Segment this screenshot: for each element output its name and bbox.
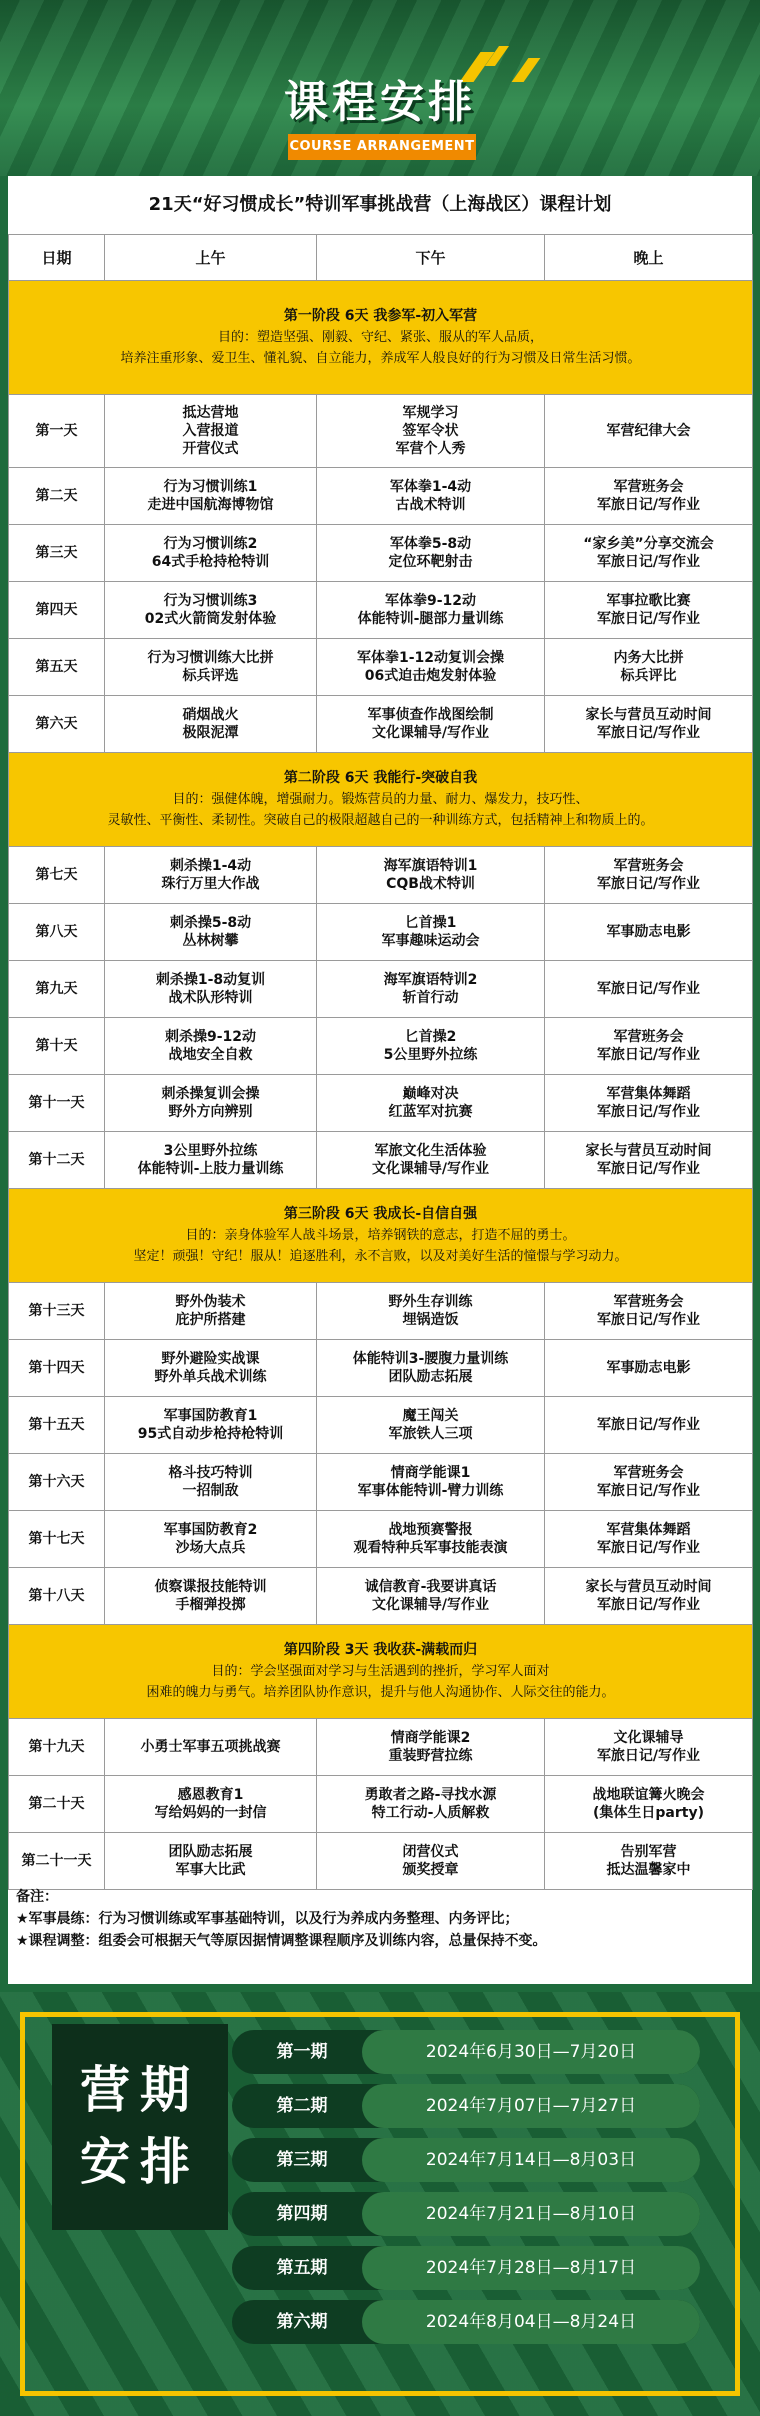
activity-text: 一招制敌 (182, 1483, 239, 1499)
stage-description: 培养注重形象、爱卫生、懂礼貌、自立能力，养成军人般良好的行为习惯及日常生活习惯。 (120, 351, 641, 366)
activity-text: 刺杀操复训会操 (161, 1086, 260, 1102)
stage-title: 第二阶段 6天 我能行-突破自我 (283, 770, 478, 786)
day-cell: 第十八天 (9, 1568, 105, 1625)
note-line: ★军事晨练：行为习惯训练或军事基础特训，以及行为养成内务整理、内务评比； (16, 1911, 519, 1927)
activity-text: 珠行万里大作战 (161, 876, 260, 892)
afternoon-cell (317, 1018, 545, 1075)
activity-text: 签军令状 (402, 423, 459, 439)
activity-text: 军规学习 (402, 405, 459, 421)
table-row (9, 582, 753, 639)
activity-text: 走进中国航海博物馆 (147, 497, 274, 513)
activity-text: 抵达营地 (182, 405, 239, 421)
period-row (232, 2084, 700, 2128)
evening-cell (545, 1776, 753, 1833)
period-dates: 2024年8月04日—8月24日 (362, 2300, 700, 2344)
evening-cell (545, 1340, 753, 1397)
afternoon-cell (317, 1397, 545, 1454)
morning-cell (105, 1397, 317, 1454)
activity-text: 军营班务会 (613, 1294, 684, 1310)
table-header-row (9, 235, 753, 281)
evening-cell (545, 1132, 753, 1189)
morning-cell (105, 961, 317, 1018)
day-cell: 第十二天 (9, 1132, 105, 1189)
activity-text: 丛林树攀 (182, 933, 239, 949)
activity-text: 军营班务会 (613, 479, 684, 495)
evening-cell (545, 525, 753, 582)
afternoon-cell (317, 1833, 545, 1890)
afternoon-cell (317, 1511, 545, 1568)
activity-text: 军事趣味运动会 (381, 933, 480, 949)
afternoon-cell (317, 395, 545, 468)
day-cell: 第十七天 (9, 1511, 105, 1568)
stage-description: 灵敏性、平衡性、柔韧性。突破自己的极限超越自己的一种训练方式，包括精神上和物质上的。 (107, 813, 654, 828)
notes-label: 备注： (16, 1889, 58, 1905)
activity-text: 小勇士军事五项挑战赛 (140, 1739, 281, 1755)
period-name: 第六期 (276, 2312, 328, 2332)
activity-text: 刺杀操5-8动 (169, 915, 252, 931)
activity-text: 行为习惯训练大比拼 (147, 650, 274, 666)
morning-cell (105, 395, 317, 468)
period-dates: 2024年7月14日—8月03日 (362, 2138, 700, 2182)
activity-text: 军营集体舞蹈 (606, 1086, 691, 1102)
activity-text: CQB战术特训 (386, 876, 475, 892)
evening-cell (545, 1454, 753, 1511)
activity-text: 刺杀操1-4动 (169, 858, 252, 874)
activity-text: 军事励志电影 (606, 924, 691, 940)
activity-text: 海军旗语特训2 (383, 972, 478, 988)
activity-text: 红蓝军对抗赛 (388, 1104, 473, 1120)
morning-cell (105, 1719, 317, 1776)
activity-text: 军事侦查作战图绘制 (367, 707, 494, 723)
day-cell: 第八天 (9, 904, 105, 961)
activity-text: 5公里野外拉练 (383, 1047, 478, 1063)
activity-text: 刺杀操9-12动 (164, 1029, 257, 1045)
day-cell: 第三天 (9, 525, 105, 582)
stage-header (9, 1189, 753, 1283)
header-banner (0, 0, 760, 176)
camp-title (52, 2024, 228, 2230)
activity-text: 入营报道 (182, 423, 239, 439)
activity-text: 军旅日记/写作业 (596, 1597, 701, 1613)
activity-text: 军营个人秀 (395, 441, 466, 457)
activity-text: 战地预赛警报 (388, 1522, 473, 1538)
activity-text: 文化课辅导/写作业 (371, 1597, 490, 1613)
activity-text: 刺杀操1-8动复训 (155, 972, 266, 988)
activity-text: 军旅日记/写作业 (596, 876, 701, 892)
table-row (9, 468, 753, 525)
column-header-evening: 晚上 (545, 235, 753, 281)
period-row (232, 2300, 700, 2344)
day-cell: 第九天 (9, 961, 105, 1018)
evening-cell (545, 468, 753, 525)
day-cell: 第十一天 (9, 1075, 105, 1132)
activity-text: 野外生存训练 (388, 1294, 473, 1310)
activity-text: 硝烟战火 (182, 707, 239, 723)
afternoon-cell (317, 904, 545, 961)
activity-text: 体能特训-腿部力量训练 (357, 611, 504, 627)
afternoon-cell (317, 1719, 545, 1776)
evening-cell (545, 696, 753, 753)
period-dates: 2024年7月07日—7月27日 (362, 2084, 700, 2128)
activity-text: 家长与营员互动时间 (585, 1579, 712, 1595)
period-name: 第五期 (276, 2258, 328, 2278)
page-title: 课程安排 (284, 77, 476, 128)
activity-text: 文化课辅导 (613, 1730, 684, 1746)
activity-text: 02式火箭筒发射体验 (144, 611, 277, 627)
afternoon-cell (317, 525, 545, 582)
stage-title: 第一阶段 6天 我参军-初入军营 (283, 308, 478, 324)
activity-text: 06式迫击炮发射体验 (364, 668, 497, 684)
evening-cell (545, 582, 753, 639)
stage-description: 困难的魄力与勇气。培养团队协作意识，提升与他人沟通协作、人际交往的能力。 (146, 1685, 615, 1700)
activity-text: 沙场大点兵 (175, 1540, 246, 1556)
activity-text: 军旅日记/写作业 (596, 725, 701, 741)
day-cell: 第十九天 (9, 1719, 105, 1776)
activity-text: 匕首操1 (404, 915, 457, 931)
evening-cell (545, 1397, 753, 1454)
table-row (9, 961, 753, 1018)
evening-cell (545, 1719, 753, 1776)
activity-text: 军事体能特训-臂力训练 (357, 1483, 504, 1499)
day-cell: 第十天 (9, 1018, 105, 1075)
day-cell: 第十四天 (9, 1340, 105, 1397)
activity-text: 战地安全自救 (168, 1047, 253, 1063)
activity-text: 军旅日记/写作业 (596, 1540, 701, 1556)
activity-text: 匕首操2 (404, 1029, 457, 1045)
afternoon-cell (317, 1283, 545, 1340)
stage-description: 目的：强健体魄，增强耐力。锻炼营员的力量、耐力、爆发力，技巧性、 (172, 792, 589, 807)
evening-cell (545, 847, 753, 904)
activity-text: 军营班务会 (613, 1029, 684, 1045)
stage-header-row (9, 281, 753, 395)
morning-cell (105, 1340, 317, 1397)
afternoon-cell (317, 639, 545, 696)
activity-text: 军旅日记/写作业 (596, 1417, 701, 1433)
column-header-morning: 上午 (105, 235, 317, 281)
activity-text: 重装野营拉练 (388, 1748, 473, 1764)
plan-title: 21天“好习惯成长”特训军事挑战营（上海战区）课程计划 (148, 194, 612, 215)
period-row (232, 2030, 700, 2074)
activity-text: 行为习惯训练1 (163, 479, 258, 495)
table-row (9, 1454, 753, 1511)
afternoon-cell (317, 961, 545, 1018)
activity-text: 海军旗语特训1 (383, 858, 478, 874)
afternoon-cell (317, 696, 545, 753)
activity-text: 行为习惯训练3 (163, 593, 258, 609)
activity-text: 军旅日记/写作业 (596, 1047, 701, 1063)
morning-cell (105, 525, 317, 582)
activity-text: 野外单兵战术训练 (154, 1369, 267, 1385)
day-cell: 第一天 (9, 395, 105, 468)
day-cell: 第四天 (9, 582, 105, 639)
activity-text: 手榴弹投掷 (175, 1597, 246, 1613)
table-row (9, 1132, 753, 1189)
activity-text: 定位环靶射击 (388, 554, 473, 570)
table-row (9, 1283, 753, 1340)
activity-text: 军体拳5-8动 (389, 536, 472, 552)
activity-text: “家乡美”分享交流会 (583, 536, 714, 552)
activity-text: 95式自动步枪持枪特训 (137, 1426, 284, 1442)
evening-cell (545, 1018, 753, 1075)
day-cell: 第十三天 (9, 1283, 105, 1340)
afternoon-cell (317, 1776, 545, 1833)
activity-text: 标兵评选 (182, 668, 239, 684)
day-cell: 第六天 (9, 696, 105, 753)
activity-text: 格斗技巧特训 (168, 1465, 253, 1481)
schedule-body (9, 281, 753, 1890)
activity-text: 野外方向辨别 (168, 1104, 253, 1120)
activity-text: 64式手枪持枪特训 (151, 554, 270, 570)
notes-section (8, 1886, 752, 1952)
activity-text: 颁奖授章 (402, 1862, 459, 1878)
activity-text: 军事大比武 (175, 1862, 246, 1878)
morning-cell (105, 1018, 317, 1075)
activity-text: 庇护所搭建 (175, 1312, 246, 1328)
period-row (232, 2246, 700, 2290)
activity-text: 标兵评比 (620, 668, 677, 684)
activity-text: 军旅日记/写作业 (596, 981, 701, 997)
activity-text: 闭营仪式 (402, 1844, 459, 1860)
activity-text: 侦察谍报技能特训 (154, 1579, 267, 1595)
morning-cell (105, 1776, 317, 1833)
activity-text: 3公里野外拉练 (163, 1143, 258, 1159)
period-name: 第三期 (276, 2150, 328, 2170)
activity-text: 军旅日记/写作业 (596, 1104, 701, 1120)
activity-text: 埋锅造饭 (402, 1312, 459, 1328)
morning-cell (105, 847, 317, 904)
evening-cell (545, 961, 753, 1018)
afternoon-cell (317, 1454, 545, 1511)
morning-cell (105, 904, 317, 961)
activity-text: 体能特训3-腰腹力量训练 (352, 1351, 509, 1367)
activity-text: 军旅日记/写作业 (596, 1312, 701, 1328)
page-subtitle: COURSE ARRANGEMENT (288, 134, 476, 160)
morning-cell (105, 1454, 317, 1511)
period-row (232, 2138, 700, 2182)
activity-text: 文化课辅导/写作业 (371, 1161, 490, 1177)
period-dates: 2024年6月30日—7月20日 (362, 2030, 700, 2074)
stage-header-row (9, 1625, 753, 1719)
activity-text: 军营班务会 (613, 1465, 684, 1481)
table-row (9, 1568, 753, 1625)
morning-cell (105, 1075, 317, 1132)
activity-text: 魔王闯关 (402, 1408, 459, 1424)
table-row (9, 1075, 753, 1132)
camp-periods-section (0, 1992, 760, 2416)
activity-text: 军事国防教育2 (163, 1522, 258, 1538)
activity-text: 情商学能课1 (390, 1465, 471, 1481)
schedule-card (8, 176, 752, 1984)
camp-title-line: 营期 (80, 2061, 200, 2119)
activity-text: 战术队形特训 (168, 990, 253, 1006)
activity-text: 巅峰对决 (402, 1086, 459, 1102)
stage-description: 坚定！顽强！守纪！服从！追逐胜利，永不言败，以及对美好生活的憧憬与学习动力。 (133, 1249, 628, 1264)
afternoon-cell (317, 582, 545, 639)
column-header-afternoon: 下午 (317, 235, 545, 281)
period-name: 第一期 (276, 2042, 328, 2062)
day-cell: 第二天 (9, 468, 105, 525)
activity-text: 战地联谊篝火晚会 (592, 1787, 705, 1803)
activity-text: 野外伪装术 (175, 1294, 246, 1310)
morning-cell (105, 696, 317, 753)
activity-text: 团队励志拓展 (388, 1369, 473, 1385)
period-dates: 2024年7月21日—8月10日 (362, 2192, 700, 2236)
stage-header (9, 1625, 753, 1719)
activity-text: 军体拳1-12动复训会操 (356, 650, 505, 666)
evening-cell (545, 1833, 753, 1890)
evening-cell (545, 904, 753, 961)
activity-text: 军事国防教育1 (163, 1408, 258, 1424)
day-cell: 第二十天 (9, 1776, 105, 1833)
evening-cell (545, 1511, 753, 1568)
stage-description: 目的：学会坚强面对学习与生活遇到的挫折，学习军人面对 (211, 1664, 550, 1679)
activity-text: 抵达温馨家中 (606, 1862, 691, 1878)
activity-text: 感恩教育1 (177, 1787, 244, 1803)
stage-description: 目的：塑造坚强、刚毅、守纪、紧张、服从的军人品质， (217, 330, 543, 345)
morning-cell (105, 1132, 317, 1189)
activity-text: 斩首行动 (402, 990, 459, 1006)
activity-text: 极限泥潭 (182, 725, 239, 741)
stage-title: 第四阶段 3天 我收获-满载而归 (283, 1642, 478, 1658)
activity-text: 军旅日记/写作业 (596, 1161, 701, 1177)
evening-cell (545, 395, 753, 468)
period-row (232, 2192, 700, 2236)
day-cell: 第五天 (9, 639, 105, 696)
table-row (9, 1776, 753, 1833)
stage-header-row (9, 1189, 753, 1283)
day-cell: 第十六天 (9, 1454, 105, 1511)
schedule-table (8, 234, 753, 1890)
table-row (9, 904, 753, 961)
activity-text: 军旅铁人三项 (388, 1426, 473, 1442)
activity-text: 观看特种兵军事技能表演 (353, 1540, 508, 1556)
morning-cell (105, 468, 317, 525)
activity-text: 情商学能课2 (390, 1730, 471, 1746)
morning-cell (105, 1568, 317, 1625)
activity-text: 军体拳9-12动 (384, 593, 477, 609)
period-dates: 2024年7月28日—8月17日 (362, 2246, 700, 2290)
morning-cell (105, 1833, 317, 1890)
table-row (9, 696, 753, 753)
afternoon-cell (317, 847, 545, 904)
activity-text: 军旅日记/写作业 (596, 1748, 701, 1764)
activity-text: 家长与营员互动时间 (585, 1143, 712, 1159)
evening-cell (545, 1075, 753, 1132)
evening-cell (545, 1283, 753, 1340)
afternoon-cell (317, 1568, 545, 1625)
activity-text: (集体生日party) (593, 1805, 704, 1821)
table-row (9, 1719, 753, 1776)
table-row (9, 525, 753, 582)
activity-text: 开营仪式 (182, 441, 239, 457)
activity-text: 写给妈妈的一封信 (154, 1805, 267, 1821)
activity-text: 军旅日记/写作业 (596, 1483, 701, 1499)
table-row (9, 1397, 753, 1454)
camp-title-line: 安排 (80, 2133, 200, 2191)
table-row (9, 395, 753, 468)
activity-text: 特工行动-人质解救 (371, 1805, 490, 1821)
morning-cell (105, 1511, 317, 1568)
afternoon-cell (317, 1132, 545, 1189)
activity-text: 家长与营员互动时间 (585, 707, 712, 723)
evening-cell (545, 1568, 753, 1625)
period-name: 第四期 (276, 2204, 328, 2224)
activity-text: 告别军营 (620, 1844, 677, 1860)
table-row (9, 639, 753, 696)
activity-text: 行为习惯训练2 (163, 536, 258, 552)
day-cell: 第二十一天 (9, 1833, 105, 1890)
stage-header-row (9, 753, 753, 847)
activity-text: 军体拳1-4动 (389, 479, 472, 495)
afternoon-cell (317, 1340, 545, 1397)
activity-text: 军营班务会 (613, 858, 684, 874)
morning-cell (105, 582, 317, 639)
activity-text: 军旅日记/写作业 (596, 611, 701, 627)
activity-text: 野外避险实战课 (161, 1351, 260, 1367)
activity-text: 体能特训-上肢力量训练 (137, 1161, 284, 1177)
stage-header (9, 753, 753, 847)
activity-text: 文化课辅导/写作业 (371, 725, 490, 741)
stage-description: 目的：亲身体验军人战斗场景，培养钢铁的意志，打造不屈的勇士。 (185, 1228, 576, 1243)
activity-text: 军事拉歌比赛 (606, 593, 691, 609)
activity-text: 勇敢者之路-寻找水源 (364, 1787, 497, 1803)
activity-text: 军营纪律大会 (606, 423, 691, 439)
stage-title: 第三阶段 6天 我成长-自信自强 (283, 1206, 478, 1222)
afternoon-cell (317, 468, 545, 525)
activity-text: 军营集体舞蹈 (606, 1522, 691, 1538)
table-row (9, 1833, 753, 1890)
morning-cell (105, 639, 317, 696)
activity-text: 军事励志电影 (606, 1360, 691, 1376)
period-name: 第二期 (276, 2096, 328, 2116)
day-cell: 第七天 (9, 847, 105, 904)
table-row (9, 1340, 753, 1397)
note-line: ★课程调整：组委会可根据天气等原因据情调整课程顺序及训练内容，总量保持不变。 (16, 1933, 547, 1949)
activity-text: 古战术特训 (395, 497, 466, 513)
day-cell: 第十五天 (9, 1397, 105, 1454)
afternoon-cell (317, 1075, 545, 1132)
column-header-date: 日期 (9, 235, 105, 281)
morning-cell (105, 1283, 317, 1340)
activity-text: 诚信教育-我要讲真话 (364, 1579, 497, 1595)
evening-cell (545, 639, 753, 696)
activity-text: 军旅文化生活体验 (374, 1143, 487, 1159)
activity-text: 军旅日记/写作业 (596, 497, 701, 513)
stage-header (9, 281, 753, 395)
activity-text: 团队励志拓展 (168, 1844, 253, 1860)
activity-text: 军旅日记/写作业 (596, 554, 701, 570)
table-row (9, 1018, 753, 1075)
activity-text: 内务大比拼 (613, 650, 684, 666)
table-row (9, 847, 753, 904)
table-row (9, 1511, 753, 1568)
